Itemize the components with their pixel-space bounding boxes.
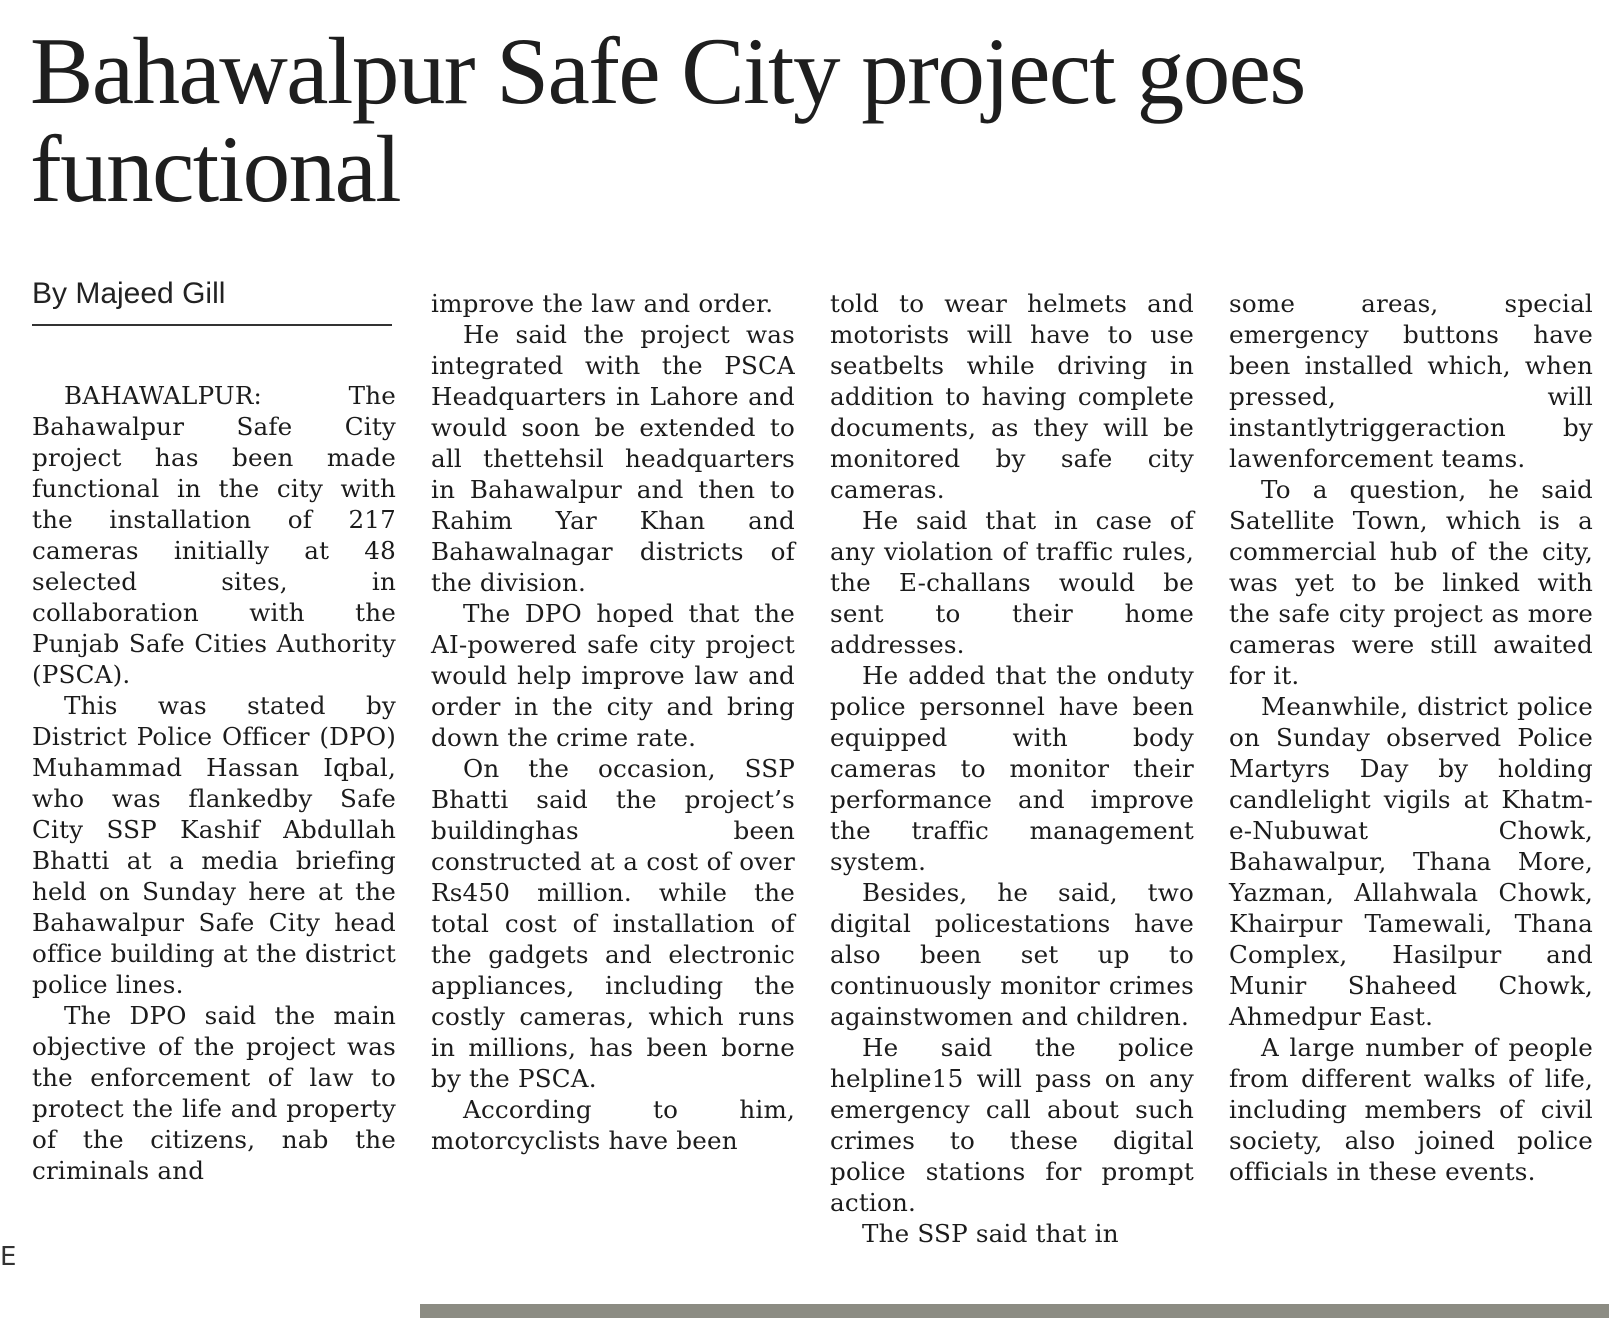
paragraph: Besides, he said, two digital policestations have also been set up to continuously monitor crimes againstwomen and children. xyxy=(830,878,1194,1031)
paragraph: improve the law and order. xyxy=(431,289,774,318)
paragraph: He added that the onduty police personnel have been equipped with body cameras to monitor their performance and improve the traffic management system. xyxy=(830,661,1194,876)
paragraph: BAHAWALPUR: The Bahawalpur Safe City project has been made functional in the city with the installation of 217 cameras initially at 48 selected sites, in collaboration with the Punjab Safe Cities Authority (PSCA). xyxy=(32,381,396,689)
paragraph: According to him, motorcyclists have been xyxy=(431,1095,795,1155)
paragraph: The DPO said the main objective of the project was the enforcement of law to protect the life and property of the citizens, nab the criminals and xyxy=(32,1001,396,1185)
paragraph: To a question, he said Satellite Town, which is a commercial hub of the city, was yet to be linked with the safe city project as more cameras were still awaited for it. xyxy=(1229,475,1593,690)
paragraph: This was stated by District Police Officer (DPO) Muhammad Hassan Iqbal, who was flankedby Safe City SSP Kashif Abdullah Bhatti at a media briefing held on Sunday here at the Bahawalpur Safe City head office building at the district police lines. xyxy=(32,691,396,999)
article-column-1 xyxy=(32,380,396,1186)
paragraph: He said the police helpline15 will pass on any emergency call about such crimes to these digital police stations for prompt action. xyxy=(830,1033,1194,1217)
byline: By Majeed Gill xyxy=(32,276,392,326)
paragraph: some areas, special emergency buttons have been installed which, when pressed, will instantlytriggeraction by lawenforcement teams. xyxy=(1229,289,1593,473)
paragraph: A large number of people from different walks of life, including members of civil society, also joined police officials in these events. xyxy=(1229,1033,1593,1186)
bottom-rule xyxy=(420,1304,1609,1318)
paragraph: He said that in case of any violation of traffic rules, the E-challans would be sent to their home addresses. xyxy=(830,506,1194,659)
paragraph: He said the project was integrated with the PSCA Headquarters in Lahore and would soon be extended to all thettehsil headquarters in Bahawalpur and then to Rahim Yar Khan and Bahawalnagar districts of the division. xyxy=(431,320,795,597)
page-edge-fragment: E xyxy=(0,1242,17,1272)
paragraph: The DPO hoped that the AI-powered safe city project would help improve law and order in the city and bring down the crime rate. xyxy=(431,599,795,752)
article-column-3 xyxy=(830,288,1194,1249)
paragraph: The SSP said that in xyxy=(862,1219,1119,1248)
paragraph: Meanwhile, district police on Sunday observed Police Martyrs Day by holding candlelight vigils at Khatm-e-Nubuwat Chowk, Bahawalpur, Thana More, Yazman, Allahwala Chowk, Khairpur Tamewali, Thana Complex, Hasilpur and Munir Shaheed Chowk, Ahmedpur East. xyxy=(1229,692,1593,1031)
headline: Bahawalpur Safe City project goes functional xyxy=(30,18,1305,222)
paragraph: told to wear helmets and motorists will have to use seatbelts while driving in addition to having complete documents, as they will be monitored by safe city cameras. xyxy=(830,289,1194,504)
article-column-2 xyxy=(431,288,795,1156)
article-column-4 xyxy=(1229,288,1593,1187)
paragraph: On the occasion, SSP Bhatti said the project’s buildinghas been constructed at a cost of over Rs450 million. while the total cost of installation of the gadgets and electronic appliances, including the costly cameras, which runs in millions, has been borne by the PSCA. xyxy=(431,754,795,1093)
